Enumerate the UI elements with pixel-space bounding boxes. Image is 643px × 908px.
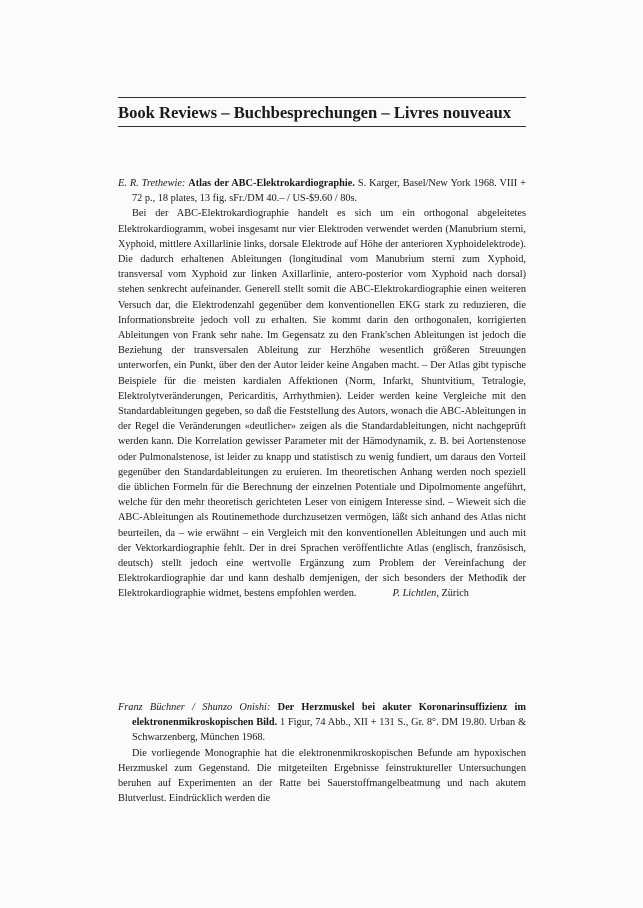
review-body-text: Bei der ABC-Elektrokardiographie handelt es sich um ein orthogonal abgeleitetes Elektrokardiogramm, wobei insgesamt nur vier Elektroden verwendet werden (Manubrium sterni, Xyphoid, mittlere Axillarlinie links, dorsale Elektrode auf Höhe der anterioren Xyphoidelektrode). Die dadurch erhaltenen Ableitungen (longitudinal vom Manubrium sterni zum Xyphoid, transversal vom Xyphoid zur linken Axillarlinie, antero-posterior vom Xyphoid nach dorsal) stehen senkrecht aufeinander. Generell stellt somit die ABC-Elektrokardiographie einen weiteren Versuch dar, die Elektrodenzahl gegenüber dem konventionellen EKG stark zu reduzieren, die Informationsbreite jedoch voll zu erhalten. Sie kommt darin den orthogonalen, korrigierten Ableitungen von Frank sehr nahe. Im Gegensatz zu den Frank'schen Ableitungen ist jedoch die Beziehung der transversalen Ableitung zur Herzhöhe wesentlich größeren Streuungen unterworfen, ein Punkt, über den der Autor leider keine Angaben macht. – Der Atlas gibt typische Beispiele für die meisten kardialen Affektionen (Norm, Infarkt, Shuntvitium, Tetralogie, Elektrolytveränderungen, Pericarditis, Arrhythmien). Leider werden keine Vergleiche mit den Standardableitungen gegeben, so daß die Feststellung des Autors, wonach die ABC-Ableitungen in der Regel die Veränderungen «deutlicher» zeigen als die Standardableitungen, nicht nachgeprüft werden kann. Die Korrelation gewisser Parameter mit der Hämodynamik, z. B. bei Aortenstenose oder Pulmonalstenose, ist leider zu knapp und statistisch zu wenig fundiert, um daraus den Vorteil gegenüber den Standardableitungen zu eruieren. Im theoretischen Anhang werden noch speziell die üblichen Formeln für die Berechnung der einzelnen Potentiale und Dipolmomente angeführt, welche für den mehr theoretisch gerichteten Leser von einigem Interesse sind. – Wieweit sich die ABC-Ableitungen als Routinemethode durchzusetzen vermögen, läßt sich anhand des Atlas nicht beurteilen, da – wie erwähnt – ein Vergleich mit den konventionellen Ableitungen und auch mit der Vektorkardiographie fehlt. Der in drei Sprachen veröffentlichte Atlas (englisch, französisch, deutsch) stellt jedoch eine wertvolle Ergänzung zum Problem der Vereinfachung der Elektrokardiographie dar und kann deshalb demjenigen, der sich besonders der Methodik der Elektrokardiographie widmet, bestens empfohlen werden. [118,208,526,600]
book-title: Atlas der ABC-Elektrokardiographie. [188,178,355,189]
book-title: Der Herzmuskel bei akuter Koronarinsuffizienz im elektronenmikroskopischen Bild. [132,702,526,729]
review-body-text: Die vorliegende Monographie hat die elektronenmikroskopischen Befunde am hypoxischen Herzmuskel zum Gegenstand. Die mitgeteilten Ergebnisse feinstruktureller Untersuchungen beruhen auf Experimenten an der Ratte bei Sauerstoffmangelbeatmung und nach akutem Blutverlust. Eindrücklich werden die [118,747,526,805]
book-details: 1 Figur, 74 Abb., XII + 131 S., Gr. 8°. DM 19.80. Urban & Schwarzenberg, München 1968. [132,717,526,744]
review-author: E. R. Trethewie: [118,178,186,189]
reviewer-city: Zürich [441,588,469,600]
review-buchner-onishi [118,700,526,806]
review-citation [118,700,526,746]
header-rule-bottom [118,126,526,127]
book-details: S. Karger, Basel/New York 1968. VIII + 72 p., 18 plates, 13 fig. sFr./DM 40.– / US-$9.60 / 80s. [132,178,526,205]
reviewer-name: P. Lichtlen, [392,588,439,600]
review-body [118,746,526,807]
header-rule-top [118,97,526,98]
review-citation [118,176,526,206]
review-trethewie [118,176,526,602]
review-body [118,206,526,601]
review-author: Franz Büchner / Shunzo Onishi: [118,702,271,713]
section-title: Book Reviews – Buchbesprechungen – Livres nouveaux [118,103,512,122]
